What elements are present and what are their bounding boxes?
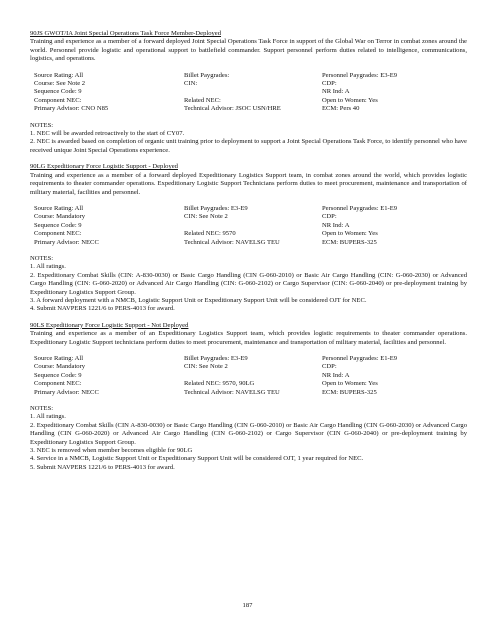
notes-heading: NOTES: — [30, 254, 54, 262]
document-page — [30, 30, 467, 480]
field-value: Sequence Code: 9 — [34, 221, 82, 229]
field-value: CDP: — [322, 80, 337, 88]
field-value: Related NEC: — [184, 96, 221, 104]
field-value: Primary Advisor: CNO N85 — [34, 105, 109, 113]
field-value: Open to Women: Yes — [322, 96, 378, 104]
section-description: Training and experience as a member of a forward deployed Joint Special Operations Task Force in support of the Global War on Terror in combat zones around the world. Personnel provide logistic and operational support to battlefield commander. Support personnel perform duties related to intelligence, communications, logistics, and operations. — [30, 38, 467, 63]
field-value: Personnel Paygrades: E1-E9 — [322, 204, 398, 212]
field-value: Source Rating: All — [34, 204, 84, 212]
section-description: Training and experience as a member of an Expeditionary Logistics Support team, which provides logistic requirements to theater commander operations. Expeditionary Logistic Support technicians perform duties to meet procurement, maintenance and transportation of military material, facilities and personnel. — [30, 330, 467, 346]
field-value: Source Rating: All — [34, 71, 84, 79]
note-item: 1. All ratings. — [30, 413, 66, 421]
note-item: 1. NEC will be awarded retroactively to the start of CY07. — [30, 130, 185, 138]
note-item: 3. A forward deployment with a NMCB, Logistic Support Unit or Expeditionary Support Unit will be considered OJT for NEC. — [30, 296, 367, 304]
page-number: 187 — [242, 602, 253, 609]
field-value: Personnel Paygrades: E1-E9 — [322, 355, 398, 362]
field-value — [184, 88, 322, 96]
field-grid — [30, 72, 467, 114]
field-value: Primary Advisor: NECC — [34, 388, 99, 396]
field-value: Related NEC: 9570, 90LG — [184, 380, 255, 388]
field-value: Course: Mandatory — [34, 213, 86, 221]
field-value — [184, 222, 322, 230]
nec-section — [30, 322, 467, 473]
field-value: NR Ind: A — [322, 88, 350, 96]
field-grid — [30, 355, 467, 397]
field-value: Sequence Code: 9 — [34, 371, 82, 379]
field-value: Sequence Code: 9 — [34, 88, 82, 96]
field-value: Source Rating: All — [34, 355, 84, 362]
section-title: 90LG Expeditionary Force Logistic Support - Deployed — [30, 163, 178, 171]
field-value: CIN: See Note 2 — [184, 363, 228, 371]
field-value: Personnel Paygrades: E3-E9 — [322, 71, 398, 79]
note-item: 2. Expeditionary Combat Skills (CIN A-830-0030) or Basic Cargo Handling (CIN G-060-2010) or Basic Air Cargo Handling (CIN G-060-2030) or Advanced Cargo Handling (CIN G-060-2020) or Advanced Air Cargo Handling (CIN G-060-2102) or Cargo Supervisor (CIN G-060-2040) or pre-deployment training by Expeditionary Logistics Support Group. — [30, 421, 467, 446]
field-value: CDP: — [322, 363, 337, 371]
field-value: Course: See Note 2 — [34, 80, 86, 88]
section-title: 90LS Expeditionary Force Logistic Support - Not Deployed — [30, 321, 189, 329]
notes-heading: NOTES: — [30, 121, 54, 129]
nec-section — [30, 30, 467, 155]
field-value — [184, 372, 322, 380]
note-item: 3. NEC is removed when member becomes eligible for 90LG — [30, 447, 193, 455]
field-value: Component NEC: — [34, 380, 82, 388]
notes-heading: NOTES: — [30, 405, 54, 413]
field-value: NR Ind: A — [322, 221, 350, 229]
field-value: NR Ind: A — [322, 371, 350, 379]
section-title: 90JS GWOT/IA Joint Special Operations Task Force Member-Deployed — [30, 30, 222, 37]
field-value: Technical Advisor: NAVELSG TEU — [184, 388, 280, 396]
field-value: Related NEC: 9570 — [184, 230, 236, 238]
note-item: 2. NEC is awarded based on completion of organic unit training prior to deployment to support a Joint Special Operations Task Force, to identify personnel who have received unique Joint Special Operations experience. — [30, 138, 467, 154]
note-item: 5. Submit NAVPERS 1221/6 to PERS-4013 for award. — [30, 463, 175, 471]
field-value: Technical Advisor: NAVELSG TEU — [184, 238, 280, 246]
field-value: Course: Mandatory — [34, 363, 86, 371]
nec-section — [30, 163, 467, 314]
note-item: 4. Service in a NMCB, Logistic Support Unit or Expeditionary Support Unit will be considered OJT, 1 year required for NEC. — [30, 455, 364, 463]
field-value: Open to Women: Yes — [322, 380, 378, 388]
note-item: 4. Submit NAVPERS 1221/6 to PERS-4013 for award. — [30, 305, 175, 313]
section-description: Training and experience as a member of a forward deployed Expeditionary Logistics Support team, in combat zones around the world, which provides logistic requirements to theater commander operations. Expeditionary Logistic Support Technicians perform duties to meet procurement, maintenance and transportation of military material, facilities and personnel. — [30, 171, 467, 196]
note-item: 1. All ratings. — [30, 263, 66, 271]
field-value: CIN: See Note 2 — [184, 213, 228, 221]
field-value: ECM: Pers 40 — [322, 105, 360, 113]
field-value: ECM: BUPERS-325 — [322, 238, 377, 246]
field-value: Billet Paygrades: E3-E9 — [184, 355, 248, 362]
field-value: Component NEC: — [34, 96, 82, 104]
field-value: Open to Women: Yes — [322, 230, 378, 238]
field-value: CIN: — [184, 80, 198, 88]
field-value: CDP: — [322, 213, 337, 221]
field-value: ECM: BUPERS-325 — [322, 388, 377, 396]
field-value: Component NEC: — [34, 230, 82, 238]
field-value: Primary Advisor: NECC — [34, 238, 99, 246]
field-value: Billet Paygrades: E3-E9 — [184, 204, 248, 212]
field-grid — [30, 205, 467, 247]
field-value: Technical Advisor: JSOC USN/HRE — [184, 105, 281, 113]
field-value: Billet Paygrades: — [184, 71, 230, 79]
note-item: 2. Expeditionary Combat Skills (CIN: A-830-0030) or Basic Cargo Handling (CIN G-060-2010) or Basic Air Cargo Handling (CIN: G-060-2030) or Advanced Cargo Handling (CIN: G-060-2020) or Advanced Air Cargo Handling (CIN: G-060-2102) or Cargo Supervisor (CIN: G-060-2040) or pre-deployment training by Expeditionary Logistics Support Group. — [30, 271, 467, 296]
